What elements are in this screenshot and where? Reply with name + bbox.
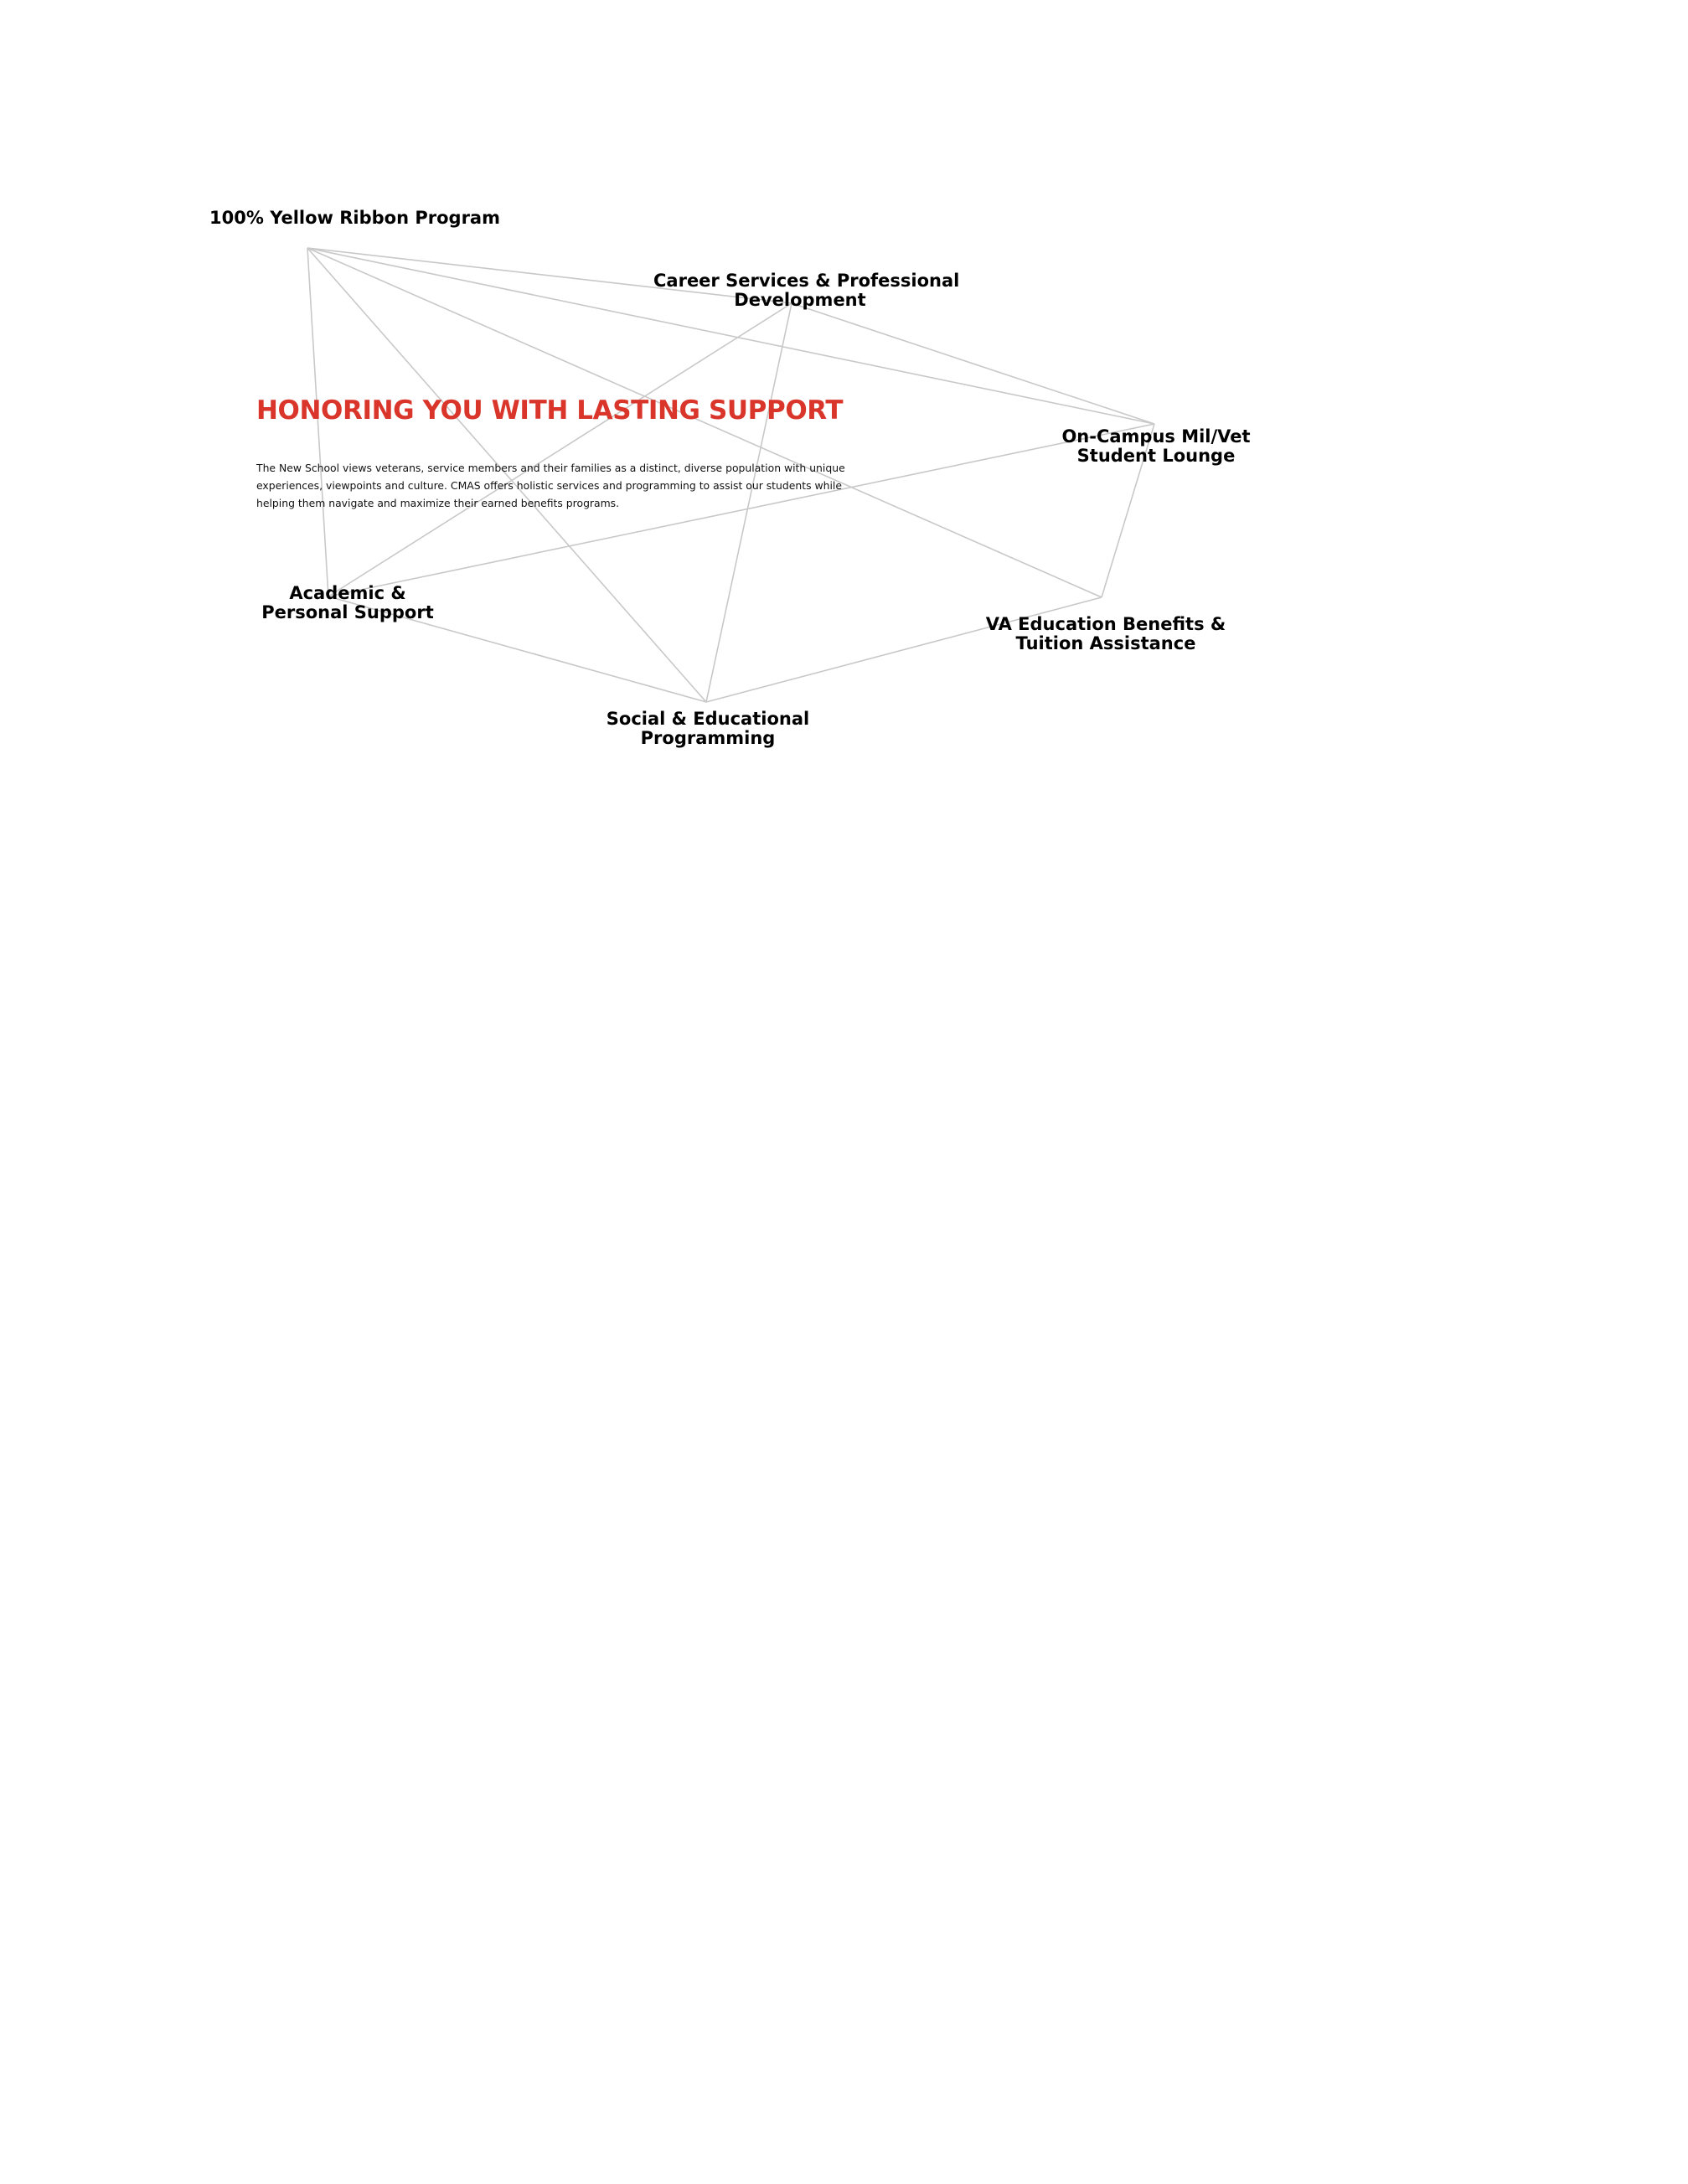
node-label-line: VA Education Benefits &: [985, 614, 1226, 634]
node-label-line: On-Campus Mil/Vet: [1061, 426, 1251, 447]
node-student-lounge: [1047, 427, 1265, 466]
node-career-services: [653, 271, 960, 310]
diagram-description: [256, 459, 859, 512]
node-label-line: Development: [734, 290, 866, 310]
node-yellow-ribbon-program: [209, 209, 500, 228]
node-academic-support: [251, 584, 444, 622]
node-label-line: Career Services & Professional: [653, 271, 960, 291]
node-label-line: 100% Yellow Ribbon Program: [209, 208, 500, 228]
edge-career-to-lounge: [792, 303, 1154, 424]
node-va-education-benefits: [980, 615, 1231, 653]
diagram-title: HONORING YOU WITH LASTING SUPPORT: [256, 395, 844, 426]
description-line: helping them navigate and maximize their earned benefits programs.: [256, 497, 620, 509]
node-label-line: Personal Support: [261, 602, 434, 622]
node-label-line: Student Lounge: [1076, 446, 1236, 466]
description-line: The New School views veterans, service members and their families as a distinct, diverse population with unique: [256, 462, 845, 474]
node-label-line: Academic &: [289, 583, 406, 603]
node-label-line: Tuition Assistance: [1015, 633, 1196, 653]
node-social-educational-programming: [586, 710, 829, 748]
edge-career-to-academic: [328, 303, 792, 596]
node-label-line: Social & Educational: [606, 709, 810, 729]
description-line: experiences, viewpoints and culture. CMAS offers holistic services and programming to assist our students while: [256, 479, 842, 492]
node-label-line: Programming: [640, 728, 776, 748]
